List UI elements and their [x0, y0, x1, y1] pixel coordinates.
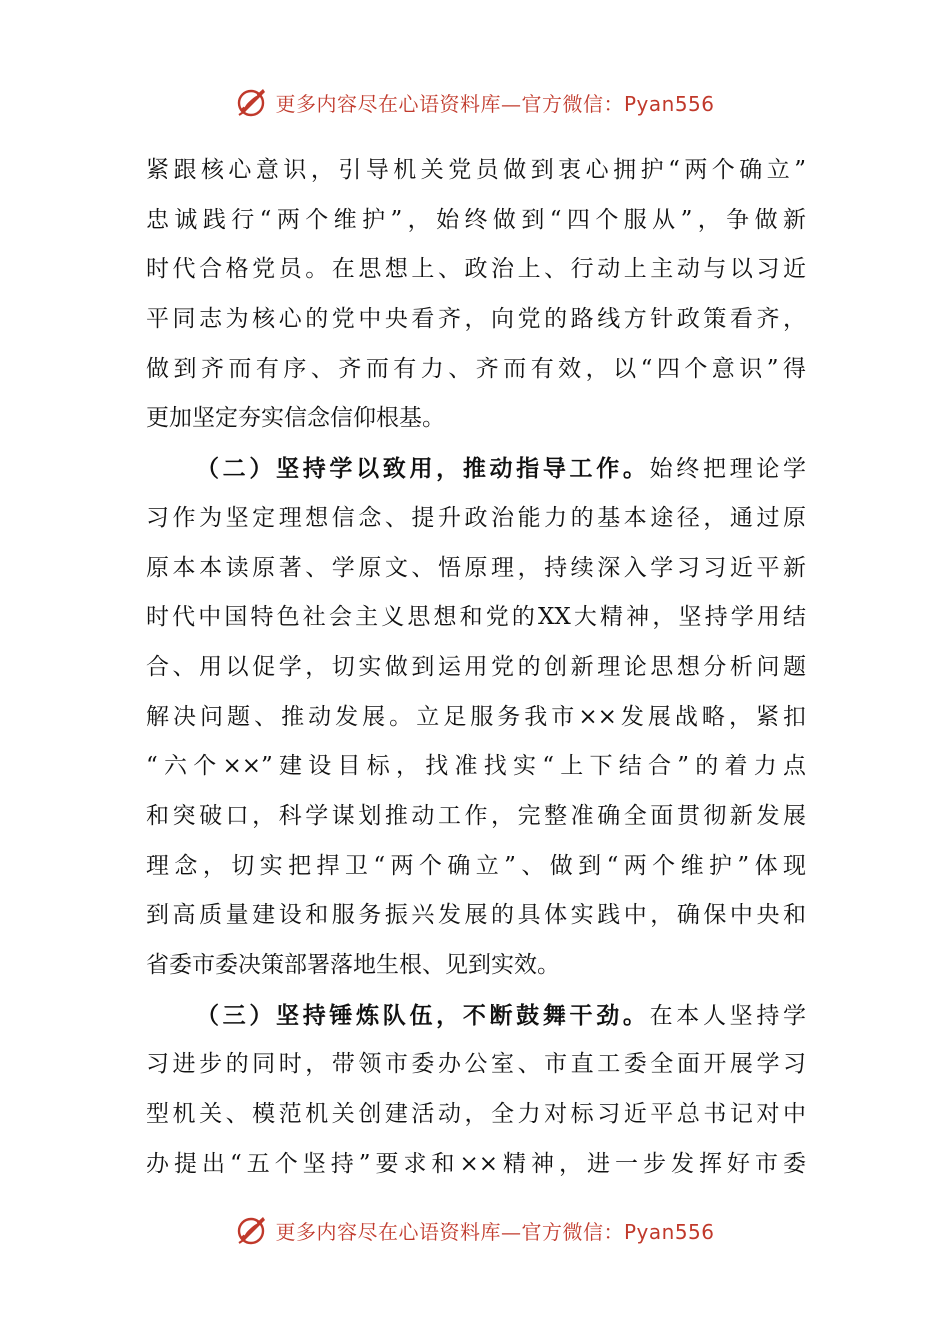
- section-heading: （三）坚持锤炼队伍，不断鼓舞干劲。: [196, 1001, 650, 1029]
- watermark-text: 更多内容尽在心语资料库—官方微信：Pyan556: [275, 91, 715, 116]
- text-line: 习作为坚定理想信念、提升政治能力的基本途径，通过原: [146, 504, 806, 531]
- text-line: 紧跟核心意识，引导机关党员做到衷心拥护“两个确立”: [146, 157, 806, 183]
- text-line: 办提出“五个坚持”要求和××精神，进一步发挥好市委: [146, 1150, 806, 1177]
- paragraph-2: [146, 444, 806, 991]
- paragraph-1: [146, 146, 806, 444]
- text-line: 更加坚定夯实信念信仰根基。: [146, 405, 445, 432]
- paragraph-first-line: [146, 991, 806, 1041]
- text-line: 时代合格党员。在思想上、政治上、行动上主动与以习近: [146, 256, 806, 283]
- text-line: 原本本读原著、学原文、悟原理，持续深入学习习近平新: [146, 554, 806, 581]
- text-line: 合、用以促学，切实做到运用党的创新理论思想分析问题: [146, 653, 806, 680]
- text-line: 忠诚践行“两个维护”，始终做到“四个服从”，争做新: [146, 206, 806, 233]
- footer-watermark: [0, 1210, 950, 1250]
- text-line: 理念，切实把捍卫“两个确立”、做到“两个维护”体现: [146, 852, 806, 879]
- paragraph-first-line: [146, 444, 806, 494]
- text-line: 时代中国特色社会主义思想和党的XX大精神，坚持学用结: [146, 604, 806, 631]
- section-heading: （二）坚持学以致用，推动指导工作。: [196, 455, 650, 483]
- text-line: 省委市委决策部署落地生根、见到实效。: [146, 952, 560, 978]
- quill-logo-icon: [235, 85, 269, 119]
- paragraph-3: [146, 991, 806, 1190]
- text-line: 做到齐而有序、齐而有力、齐而有效，以“四个意识”得: [146, 355, 806, 382]
- text-line: 和突破口，科学谋划推动工作，完整准确全面贯彻新发展: [146, 802, 806, 829]
- text-line: 到高质量建设和服务振兴发展的具体实践中，确保中央和: [146, 902, 806, 929]
- quill-logo-icon: [235, 1213, 269, 1247]
- header-watermark: [0, 82, 950, 122]
- text-line: 解决问题、推动发展。立足服务我市××发展战略，紧扣: [146, 703, 806, 730]
- text-line: 习进步的同时，带领市委办公室、市直工委全面开展学习: [146, 1051, 806, 1078]
- text-line: 平同志为核心的党中央看齐，向党的路线方针政策看齐，: [146, 306, 806, 333]
- watermark-text: 更多内容尽在心语资料库—官方微信：Pyan556: [275, 1219, 715, 1244]
- text-line: “六个××”建设目标，找准找实“上下结合”的着力点: [146, 753, 806, 780]
- heading-continuation: 在本人坚持学: [649, 1002, 806, 1029]
- text-line: 型机关、模范机关创建活动，全力对标习近平总书记对中: [146, 1101, 806, 1128]
- heading-continuation: 始终把理论学: [649, 456, 806, 483]
- document-body: [146, 146, 806, 1189]
